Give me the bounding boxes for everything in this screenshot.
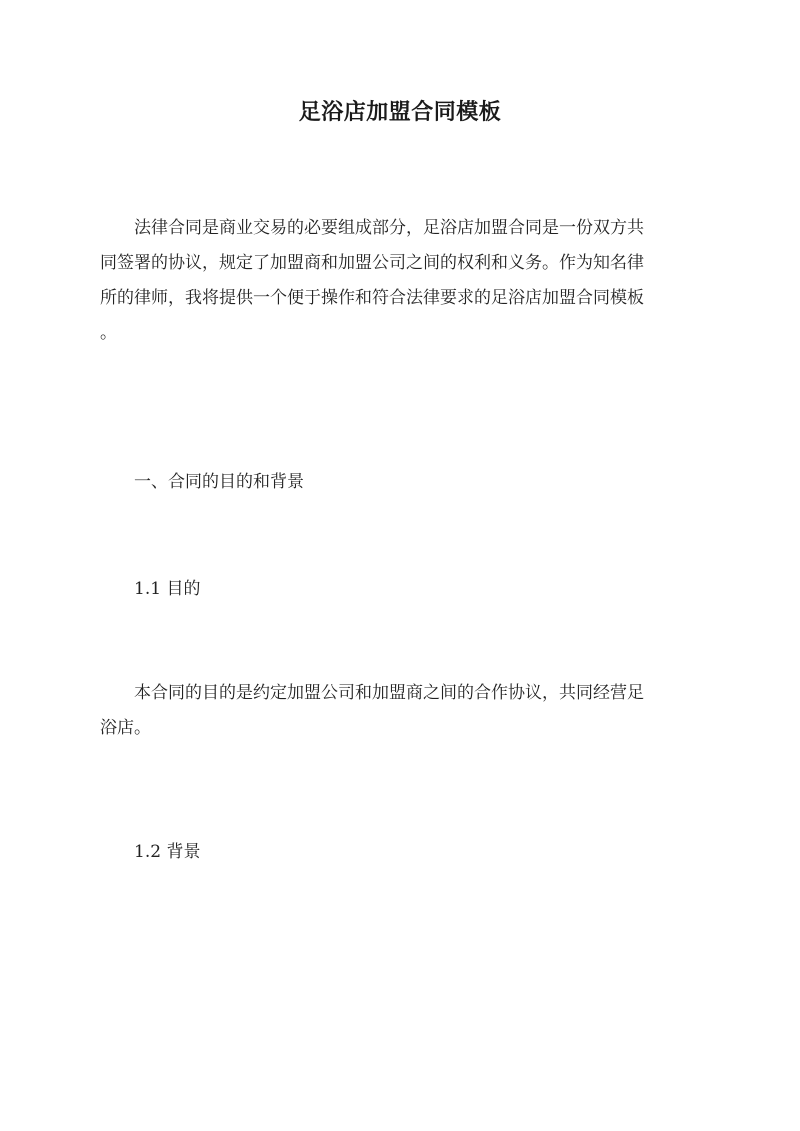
section-heading-1: 一、合同的目的和背景 <box>134 472 304 492</box>
section-heading-1-1: 1.1 目的 <box>134 579 201 599</box>
section-heading-1-2: 1.2 背景 <box>134 842 201 862</box>
paragraph-line: 同签署的协议，规定了加盟商和加盟公司之间的权利和义务。作为知名律 <box>100 253 644 273</box>
paragraph-line: 浴店。 <box>100 718 151 738</box>
document-title: 足浴店加盟合同模板 <box>298 99 502 125</box>
paragraph-line: 本合同的目的是约定加盟公司和加盟商之间的合作协议，共同经营足 <box>134 683 644 703</box>
paragraph-line: 所的律师，我将提供一个便于操作和符合法律要求的足浴店加盟合同模板 <box>100 288 644 308</box>
paragraph-line: 。 <box>100 323 117 343</box>
intro-paragraph <box>100 211 700 351</box>
paragraph-line: 法律合同是商业交易的必要组成部分，足浴店加盟合同是一份双方共 <box>134 218 644 238</box>
purpose-paragraph <box>100 676 700 746</box>
